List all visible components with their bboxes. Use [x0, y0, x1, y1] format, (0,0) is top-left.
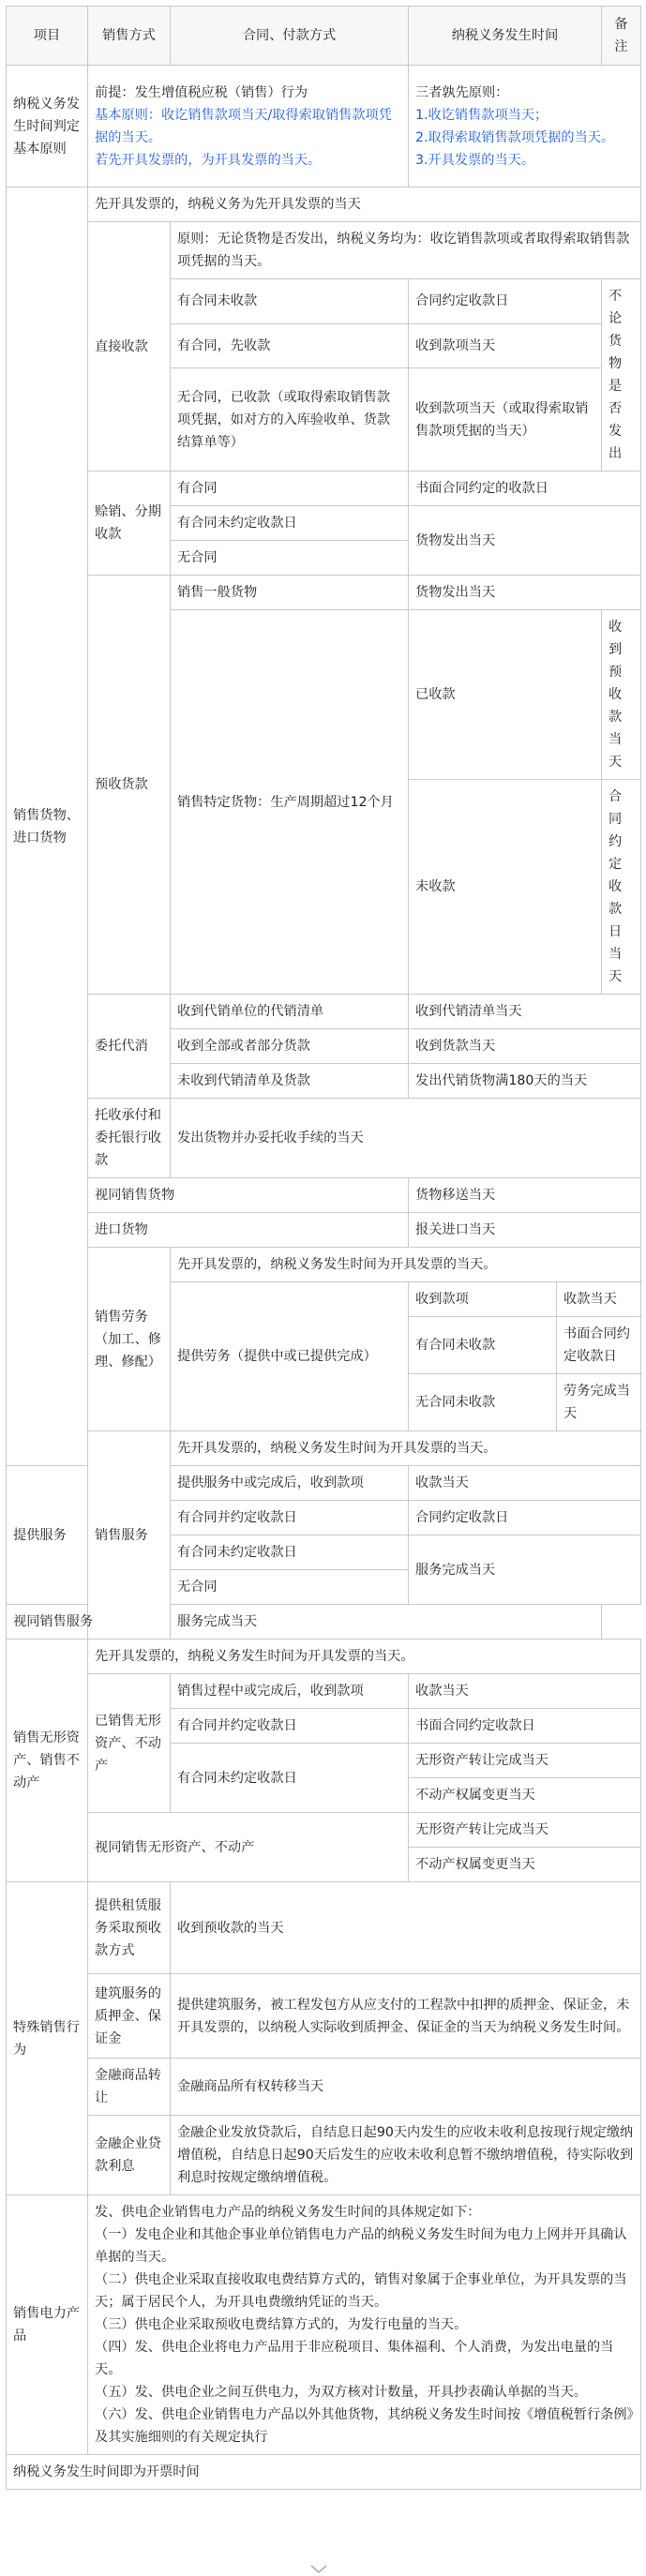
service-deemed: 视同销售服务	[7, 1605, 171, 1640]
table-row	[7, 1178, 641, 1213]
table-row	[7, 1674, 641, 1709]
prepay-r1-time: 货物发出当天	[409, 576, 641, 610]
table-row	[7, 1213, 641, 1248]
credit-r1-time: 书面合同约定的收款日	[409, 472, 641, 506]
direct-note: 不论货物是否发出	[602, 279, 641, 472]
header-method: 销售方式	[88, 7, 171, 66]
consign-r1-time: 收到代销清单当天	[409, 995, 641, 1029]
labor-r3-time: 劳务完成当天	[557, 1374, 641, 1431]
basic-label: 纳税义务发生时间判定基本原则	[7, 66, 88, 187]
consign-r3-time: 发出代销货物满180天的当天	[409, 1064, 641, 1099]
basic-row	[7, 66, 641, 187]
labor-r2-time: 书面合同约定收款日	[557, 1317, 641, 1374]
special-construct-time: 提供建筑服务，被工程发包方从应支付的工程款中扣押的质押金、保证金，未开具发票的，以纳税人实际收到质押金、保证金的当天为纳税义务发生时间。	[171, 1974, 641, 2059]
power-p1: （一）发电企业和其他企事业单位销售电力产品的纳税义务发生时间为电力上网并开具确认单据的当天。	[95, 2227, 627, 2265]
intangible-r3-time-b: 不动产权属变更当天	[409, 1778, 641, 1813]
goods-invoice-first: 先开具发票的，纳税义务为先开具发票的当天	[88, 187, 641, 222]
labor-invoice-row	[7, 1248, 641, 1282]
prepay-r1-contract: 销售一般货物	[171, 576, 409, 610]
direct-r2-contract: 有合同，先收款	[171, 323, 409, 368]
table-row	[7, 576, 641, 610]
prepay-received-note: 收到预收款当天	[602, 610, 641, 780]
footer-row	[7, 2455, 641, 2490]
prepay-received: 已收款	[409, 610, 602, 780]
labor-r1-contract: 收到款项	[409, 1282, 557, 1317]
direct-principle-row	[7, 222, 641, 279]
header-contract: 合同、付款方式	[171, 7, 409, 66]
labor-label: 销售劳务（加工、修理、修配）	[88, 1248, 171, 1431]
credit-r3-contract: 无合同	[171, 541, 409, 576]
direct-r3-time: 收到款项当天（或取得索取销售款项凭据的当天）	[409, 368, 602, 472]
direct-r3-contract: 无合同，已收款（或取得索取销售款项凭据，如对方的入库验收单、货款结算单等）	[171, 368, 409, 472]
basic-three-2: 2.取得索取销售款项凭据的当天。	[415, 129, 615, 145]
table-row	[7, 1813, 641, 1848]
consign-r3-contract: 未收到代销清单及货款	[171, 1064, 409, 1099]
service-deemed-time: 服务完成当天	[171, 1605, 602, 1640]
credit-r1-contract: 有合同	[171, 472, 409, 506]
table-row	[7, 1099, 641, 1178]
direct-principle: 原则：无论货物是否发出，纳税义务均为：收讫销售款项或者取得索取销售款项凭据的当天。	[171, 222, 641, 279]
intangible-r1-contract: 销售过程中或完成后，收到款项	[171, 1674, 409, 1709]
power-p3: （三）供电企业采取预收电费结算方式的，为发行电量的当天。	[95, 2317, 468, 2332]
service-r1-time: 收款当天	[409, 1466, 641, 1501]
labor-r3-contract: 无合同未收款	[409, 1374, 557, 1431]
prepay-special: 销售特定货物：生产周期超过12个月	[171, 610, 409, 995]
basic-invoice: 若先开具发票的，为开具发票的当天。	[95, 152, 322, 168]
basic-three-1: 1.收讫销售款项当天；	[415, 107, 548, 123]
header-note: 备注	[602, 7, 641, 66]
special-lease-time: 收到预收款的当天	[171, 1882, 641, 1974]
credit-r2-contract: 有合同未约定收款日	[171, 506, 409, 541]
intangible-r1-time: 收款当天	[409, 1674, 641, 1709]
credit-r23-time: 货物发出当天	[409, 506, 641, 576]
service-r1-contract: 提供服务中或完成后，收到款项	[171, 1466, 409, 1501]
table-row	[7, 1882, 641, 1974]
labor-r1-time: 收款当天	[557, 1282, 641, 1317]
service-invoice-row	[7, 1431, 641, 1466]
intangible-invoice-first: 先开具发票的，纳税义务发生时间为开具发票的当天。	[88, 1640, 641, 1674]
consign-label: 委托代消	[88, 995, 171, 1099]
prepay-unreceived: 未收款	[409, 780, 602, 995]
intangible-r3-time-a: 无形资产转让完成当天	[409, 1744, 641, 1778]
intangible-label: 销售无形资产、销售不动产	[7, 1640, 88, 1882]
basic-three-cell	[409, 66, 641, 187]
service-r4-contract: 无合同	[171, 1570, 409, 1605]
intangible-deemed: 视同销售无形资产、不动产	[88, 1813, 409, 1882]
special-lease-label: 提供租赁服务采取预收款方式	[88, 1882, 171, 1974]
power-p6: （六）发、供电企业销售电力产品以外其他货物，其纳税义务发生时间按《增值税暂行条例》及其实施细则的有关规定执行	[95, 2407, 634, 2445]
basic-three-title: 三者孰先原则：	[415, 84, 509, 100]
special-construct-label: 建筑服务的质押金、保证金	[88, 1974, 171, 2059]
table-row	[7, 995, 641, 1029]
header-row	[7, 7, 641, 66]
direct-label: 直接收款	[88, 222, 171, 472]
intangible-method: 已销售无形资产、不动产	[88, 1674, 171, 1813]
special-label: 特殊销售行为	[7, 1882, 88, 2195]
table-row	[7, 2059, 641, 2116]
power-label: 销售电力产品	[7, 2195, 88, 2455]
service-r2-contract: 有合同并约定收款日	[171, 1501, 409, 1535]
special-finance-time: 金融商品所有权转移当天	[171, 2059, 641, 2116]
intangible-r2-time: 书面合同约定收款日	[409, 1709, 641, 1744]
direct-r2-time: 收到款项当天	[409, 323, 602, 368]
deemed-goods-label: 视同销售货物	[88, 1178, 409, 1213]
labor-r2-contract: 有合同未收款	[409, 1317, 557, 1374]
special-loan-label: 金融企业贷款利息	[88, 2116, 171, 2195]
power-content	[88, 2195, 641, 2455]
tax-time-table	[6, 6, 641, 2490]
intangible-r3-contract: 有合同未约定收款日	[171, 1744, 409, 1813]
basic-premise: 前提：发生增值税应税（销售）行为	[95, 84, 308, 100]
special-loan-time: 金融企业发放贷款后，自结息日起90天内发生的应收未收利息按现行规定缴纳增值税，自结息日起90天后发生的应收未收利息暂不缴纳增值税，待实际收到利息时按规定缴纳增值税。	[171, 2116, 641, 2195]
intangible-invoice-row	[7, 1640, 641, 1674]
intangible-r2-contract: 有合同并约定收款日	[171, 1709, 409, 1744]
collection-label: 托收承付和委托银行收款	[88, 1099, 171, 1178]
power-intro: 发、供电企业销售电力产品的纳税义务发生时间的具体规定如下：	[95, 2205, 481, 2220]
service-r2-time: 合同约定收款日	[409, 1501, 641, 1535]
import-time: 报关进口当天	[409, 1213, 641, 1248]
credit-label: 赊销、分期收款	[88, 472, 171, 576]
power-p4: （四）发、供电企业将电力产品用于非应税项目、集体福利、个人消费，为发出电量的当天。	[95, 2340, 614, 2377]
consign-r2-time: 收到货款当天	[409, 1029, 641, 1064]
import-label: 进口货物	[88, 1213, 409, 1248]
consign-r2-contract: 收到全部或者部分货款	[171, 1029, 409, 1064]
table-row	[7, 1974, 641, 2059]
prepay-label: 预收货款	[88, 576, 171, 995]
service-method: 提供服务	[7, 1466, 88, 1605]
intangible-deemed-time-b: 不动产权属变更当天	[409, 1848, 641, 1882]
power-p2: （二）供电企业采取直接收取电费结算方式的，销售对象属于企事业单位，为开具发票的当天；属于居民个人，为开具电费缴纳凭证的当天。	[95, 2272, 627, 2310]
basic-premise-cell	[88, 66, 409, 187]
direct-r1-contract: 有合同未收款	[171, 279, 409, 324]
labor-method: 提供劳务（提供中或已提供完成）	[171, 1282, 409, 1431]
service-r34-time: 服务完成当天	[409, 1535, 641, 1605]
service-invoice-first: 先开具发票的，纳税义务发生时间为开具发票的当天。	[171, 1431, 641, 1466]
goods-label: 销售货物、进口货物	[7, 187, 88, 1466]
table-row	[7, 2195, 641, 2455]
special-finance-label: 金融商品转让	[88, 2059, 171, 2116]
header-item: 项目	[7, 7, 88, 66]
table-row	[7, 1605, 641, 1640]
collection-time: 发出货物并办妥托收手续的当天	[171, 1099, 641, 1178]
header-time: 纳税义务发生时间	[409, 7, 602, 66]
intangible-deemed-time-a: 无形资产转让完成当天	[409, 1813, 641, 1848]
consign-r1-contract: 收到代销单位的代销清单	[171, 995, 409, 1029]
goods-invoice-row	[7, 187, 641, 222]
table-row	[7, 2116, 641, 2195]
prepay-unreceived-note: 合同约定收款日当天	[602, 780, 641, 995]
direct-r1-time: 合同约定收款日	[409, 279, 602, 324]
basic-three-3: 3.开具发票的当天。	[415, 152, 535, 168]
table-row	[7, 472, 641, 506]
footer-text: 纳税义务发生时间即为开票时间	[7, 2455, 641, 2490]
labor-invoice-first: 先开具发票的，纳税义务发生时间为开具发票的当天。	[171, 1248, 641, 1282]
power-p5: （五）发、供电企业之间互供电力，为双方核对计数量，开具抄表确认单据的当天。	[95, 2385, 587, 2400]
chevron-down-icon	[309, 2565, 328, 2574]
service-r3-contract: 有合同未约定收款日	[171, 1535, 409, 1570]
deemed-goods-time: 货物移送当天	[409, 1178, 641, 1213]
service-label: 销售服务	[88, 1431, 171, 1640]
basic-principle: 基本原则：收讫销售款项当天/取得索取销售款项凭据的当天。	[95, 107, 392, 145]
